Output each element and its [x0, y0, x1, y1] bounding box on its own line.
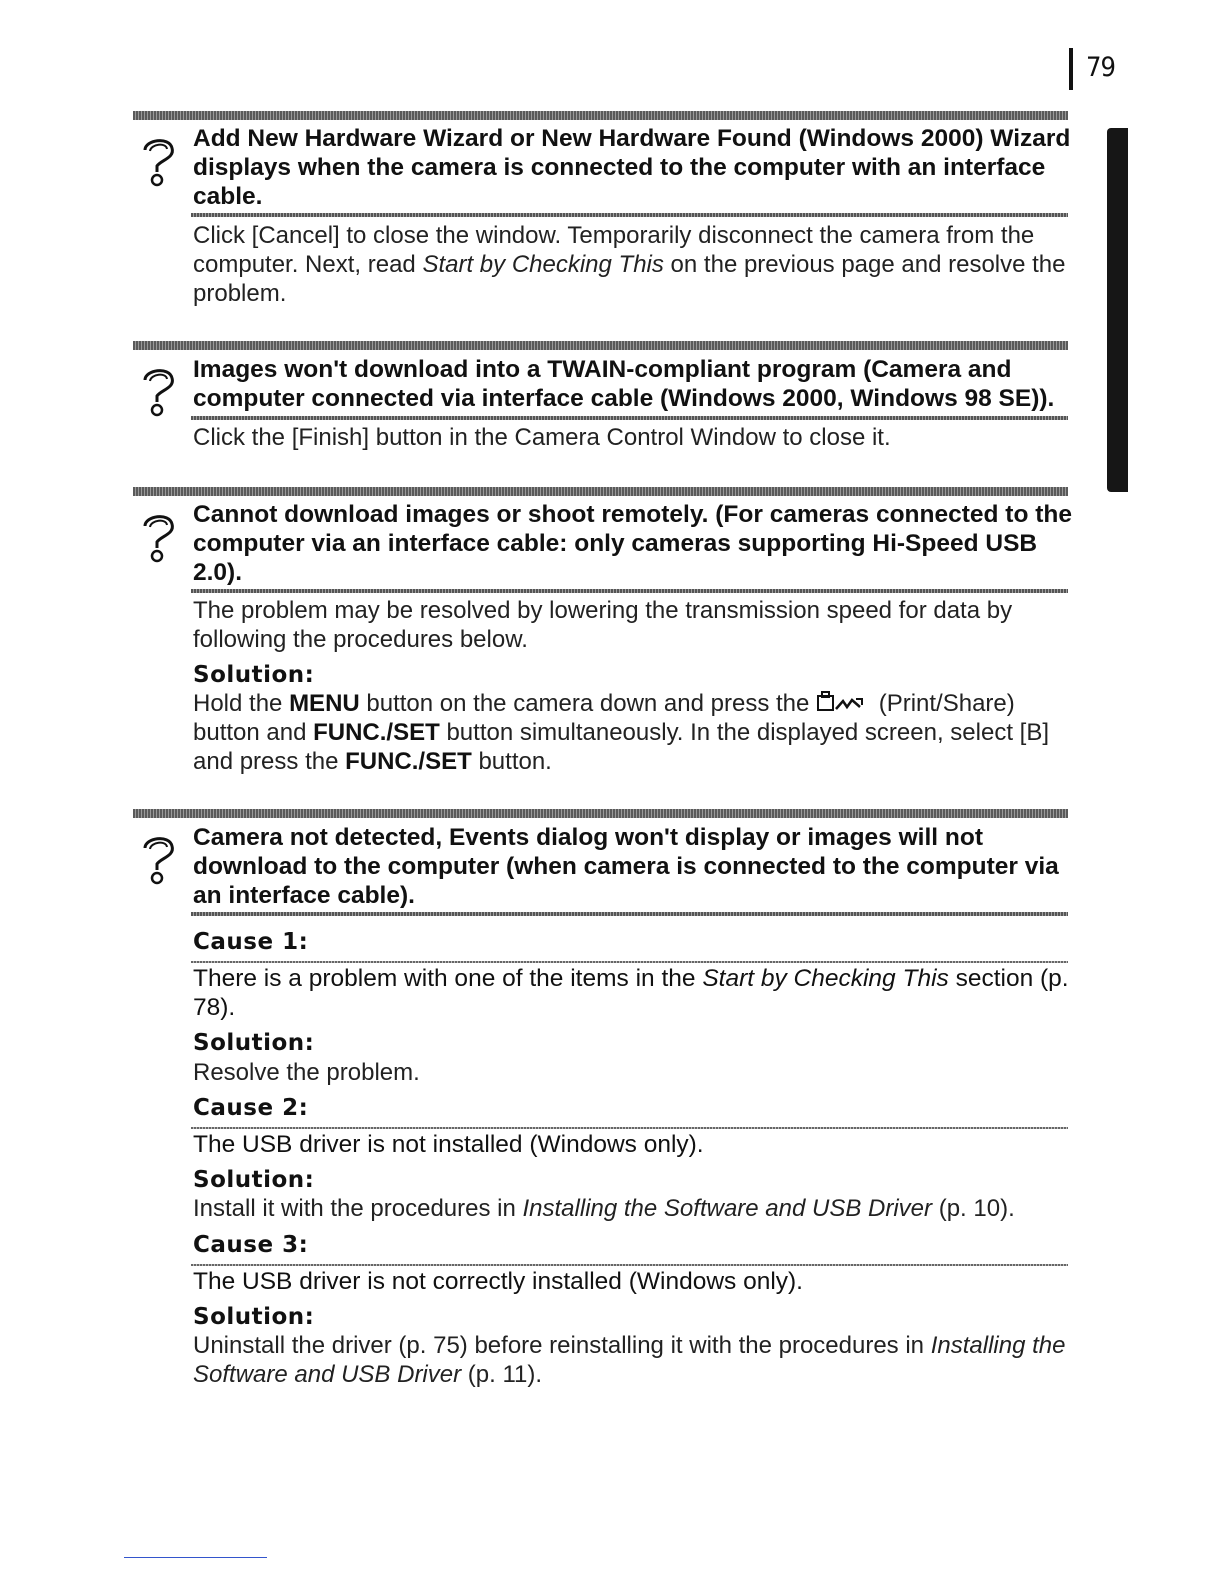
cause-rule	[191, 1127, 1068, 1129]
solution-2-label: Solution:	[193, 1167, 315, 1193]
chapter-tab	[1107, 128, 1128, 492]
heading-rule	[191, 912, 1068, 916]
item-heading: Camera not detected, Events dialog won't display or images will not download to the computer (when camera is connected to the computer via an interface cable).	[193, 824, 1059, 909]
cause-2-label: Cause 2:	[193, 1095, 309, 1121]
solution-2-text: Install it with the procedures in Installing the Software and USB Driver (p. 10).	[193, 1195, 1015, 1222]
solution-1-text: Resolve the problem.	[193, 1059, 420, 1086]
cause-3-text: The USB driver is not correctly installed (Windows only).	[193, 1268, 803, 1295]
item-body: The problem may be resolved by lowering the transmission speed for data by following the procedures below.	[193, 597, 1013, 653]
item-top-bar	[133, 487, 1068, 496]
question-mark-icon	[139, 832, 179, 888]
item-body: Click [Cancel] to close the window. Temporarily disconnect the camera from the computer. Next, read Start by Checking This on the previous page and resolve the problem.	[193, 222, 1066, 307]
question-mark-icon	[139, 364, 179, 420]
question-mark-icon	[139, 134, 179, 190]
solution-3-text: Uninstall the driver (p. 75) before reinstalling it with the procedures in Installing the Software and USB Driver (p. 11).	[193, 1332, 1066, 1388]
item-heading: Images won't download into a TWAIN-compliant program (Camera and computer connected via interface cable (Windows 2000, Windows 98 SE)).	[193, 356, 1055, 412]
heading-rule	[191, 213, 1068, 217]
item-body: Click the [Finish] button in the Camera Control Window to close it.	[193, 424, 891, 451]
cause-2-text: The USB driver is not installed (Windows only).	[193, 1131, 704, 1158]
item-heading: Add New Hardware Wizard or New Hardware Found (Windows 2000) Wizard displays when the camera is connected to the computer with an interface cable.	[193, 125, 1071, 210]
cause-rule	[191, 961, 1068, 963]
heading-rule	[191, 416, 1068, 420]
solution-1-label: Solution:	[193, 1030, 315, 1056]
footer-link-line	[124, 1557, 267, 1558]
item-top-bar	[133, 111, 1068, 120]
cause-3-label: Cause 3:	[193, 1232, 309, 1258]
cause-rule	[191, 1264, 1068, 1266]
item-top-bar	[133, 341, 1068, 350]
page-number-bar	[1069, 48, 1073, 90]
item-top-bar	[133, 809, 1068, 818]
print-share-icon	[816, 690, 872, 714]
solution-label: Solution:	[193, 662, 315, 688]
cause-1-label: Cause 1:	[193, 929, 309, 955]
heading-rule	[191, 589, 1068, 593]
solution-3-label: Solution:	[193, 1304, 315, 1330]
question-mark-icon	[139, 510, 179, 566]
cause-1-text: There is a problem with one of the items in the Start by Checking This section (p. 78).	[193, 965, 1069, 1021]
solution-text: Hold the MENU button on the camera down and press the (Print/Share) button and FUNC./SET button simultaneously. In the displayed screen, select [B] and press the FUNC./SET button.	[193, 690, 1050, 775]
item-heading: Cannot download images or shoot remotely. (For cameras connected to the computer via an interface cable: only cameras supporting Hi-Speed USB 2.0).	[193, 501, 1072, 586]
page-number: 79	[1086, 52, 1115, 83]
